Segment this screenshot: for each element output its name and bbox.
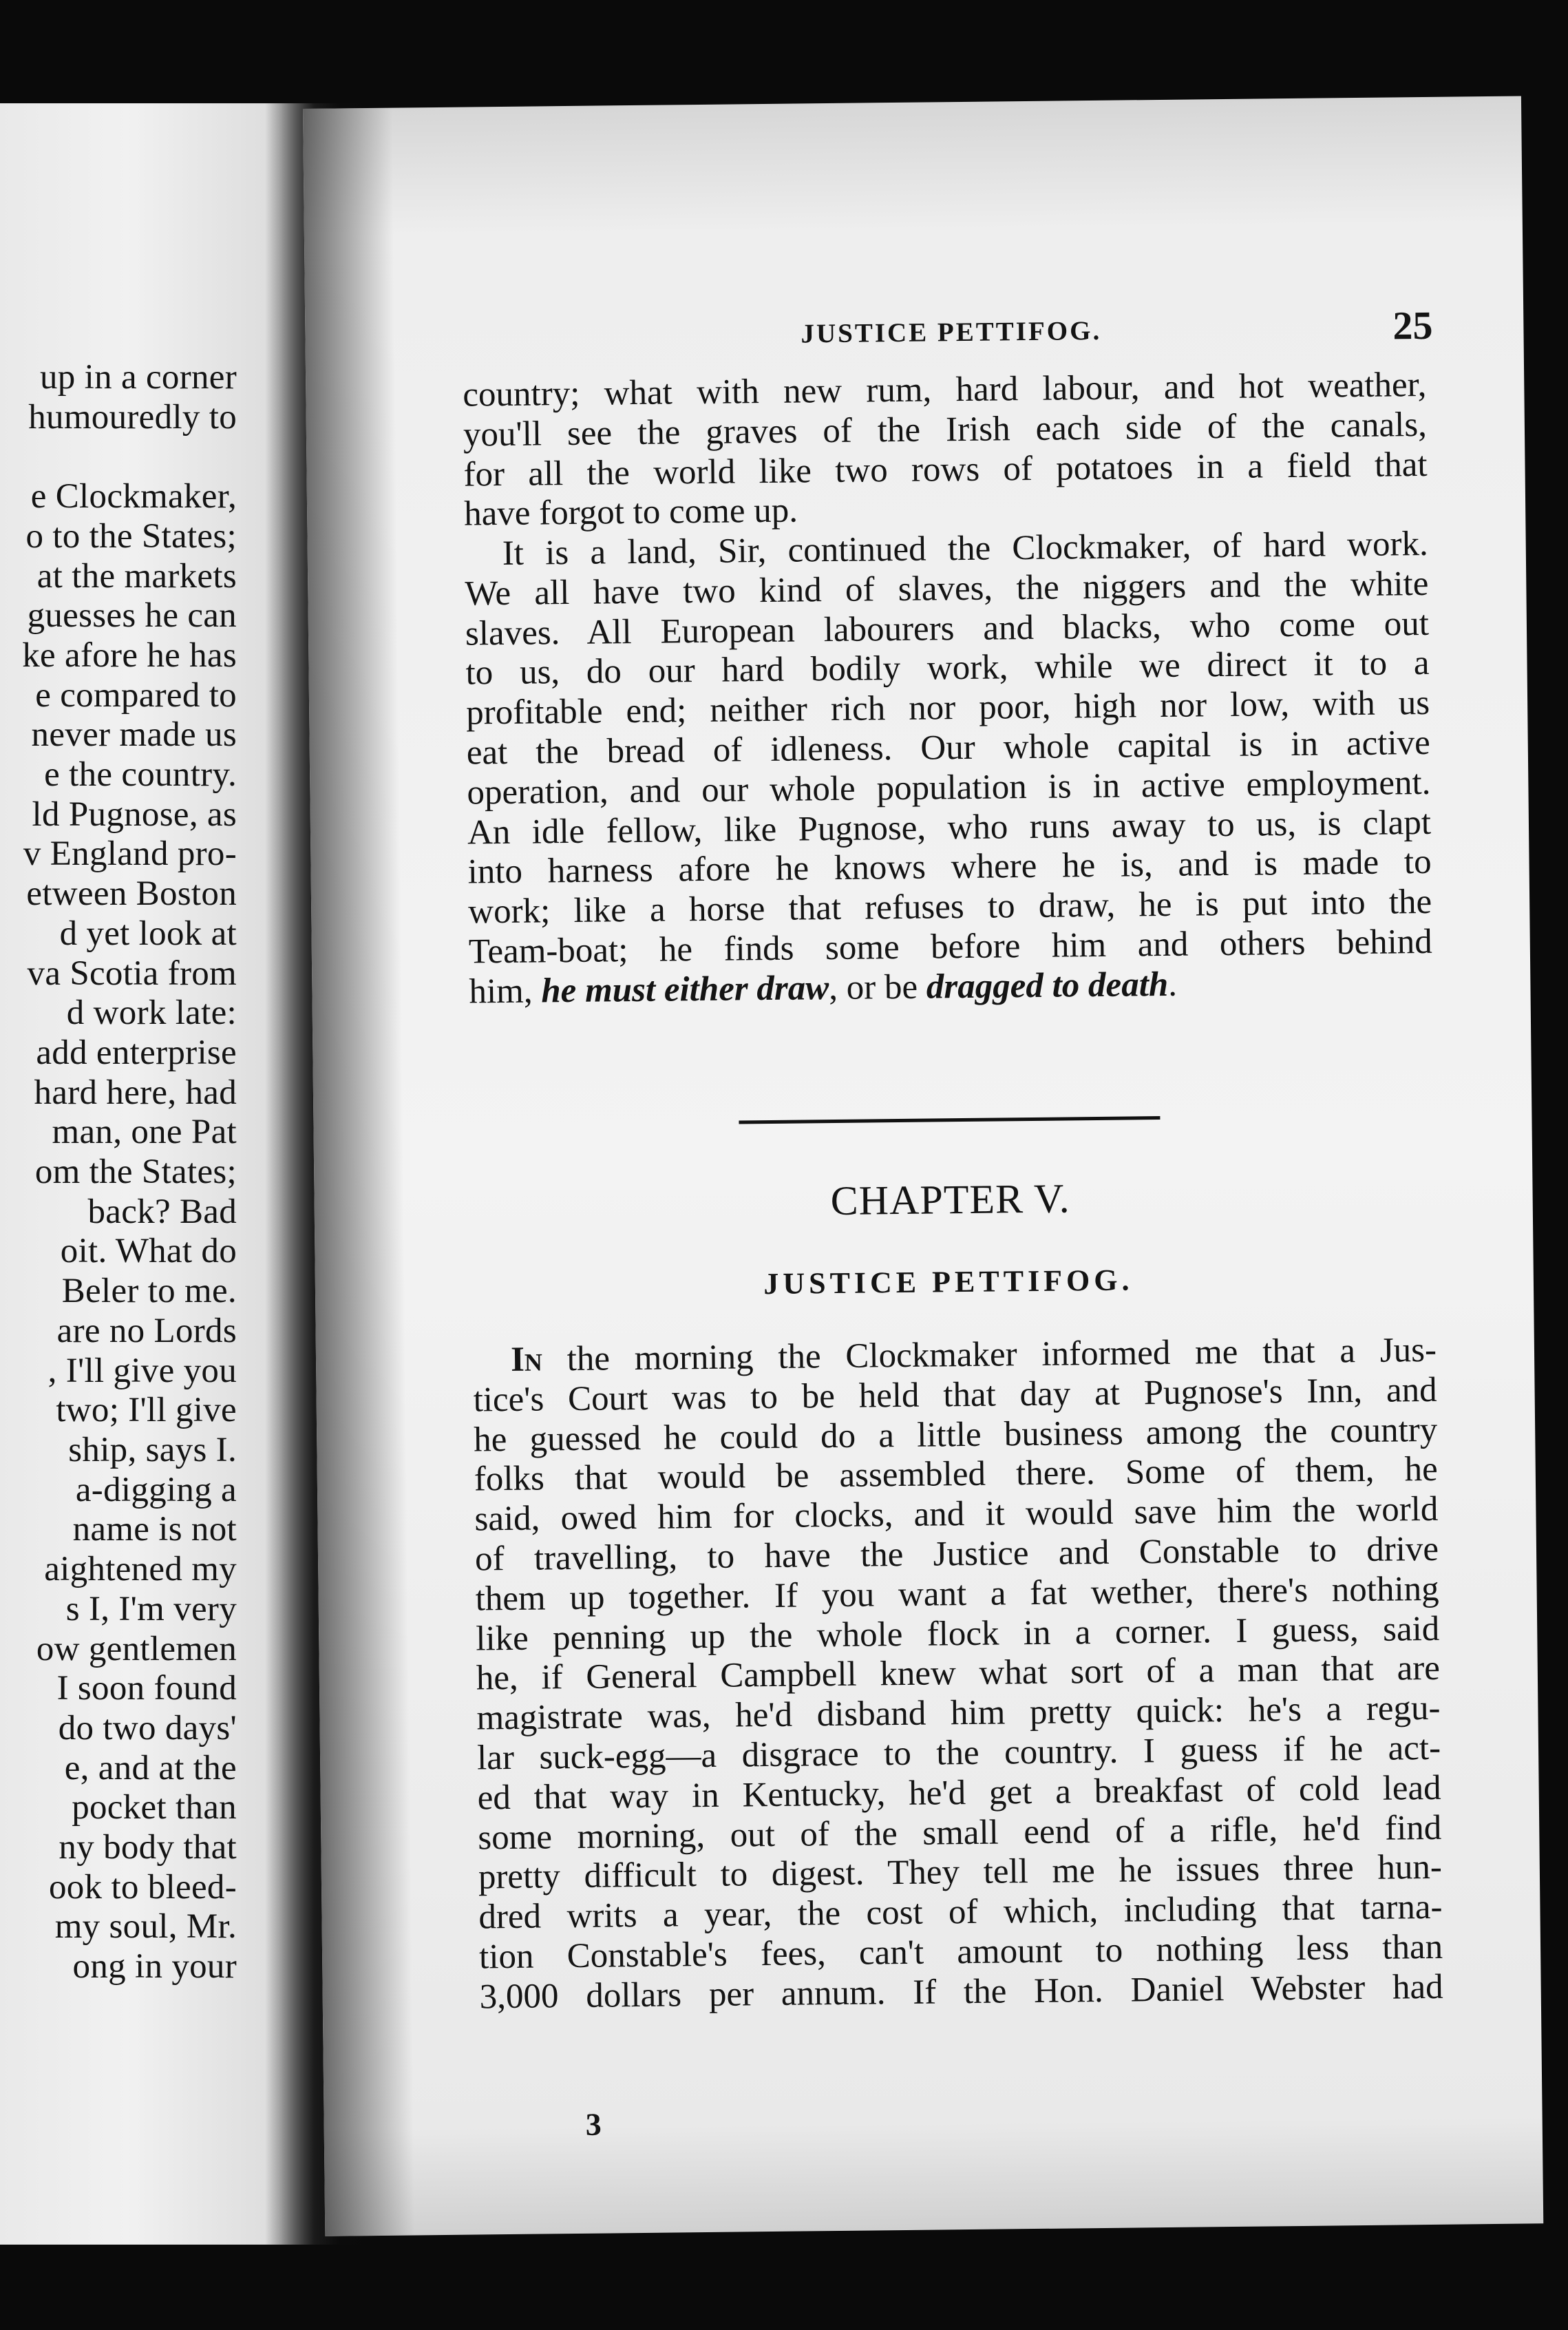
left-page-line: s I, I'm very — [65, 1589, 237, 1628]
text-line: ed that way in Kentucky, he'd get a breakfast of cold lead — [477, 1768, 1441, 1818]
text-line: Team-boat; he finds some before him and others behind — [468, 922, 1433, 972]
left-page-line: om the States; — [34, 1153, 237, 1192]
italic-phrase-draw: he must either draw — [540, 968, 829, 1011]
left-page-line: v England pro- — [23, 835, 237, 874]
text-line: We all have two kind of slaves, the niggers and the white — [465, 564, 1429, 613]
chapter-body — [473, 1331, 1443, 2017]
chapter-title: CHAPTER V. — [830, 1175, 1070, 1224]
left-page-line: aightened my — [44, 1550, 237, 1589]
text-line: magistrate was, he'd disband him pretty quick: he's a regu- — [476, 1688, 1441, 1738]
right-page — [303, 96, 1543, 2236]
left-page-line: at the markets — [36, 556, 237, 596]
left-page-line: do two days' — [58, 1708, 237, 1748]
text-line: like penning up the whole flock in a corner. I guess, said — [475, 1609, 1440, 1659]
left-page-line: ny body that — [59, 1828, 237, 1867]
text-line: of travelling, to have the Justice and Constable to drive — [474, 1529, 1439, 1579]
text-line: profitable end; neither rich nor poor, high nor low, with us — [465, 684, 1430, 733]
text-line: said, owed him for clocks, and it would save him the world — [474, 1490, 1439, 1539]
left-page-line: d yet look at — [59, 914, 237, 953]
left-page-line: e, and at the — [64, 1748, 237, 1787]
left-page-line: ld Pugnose, as — [32, 795, 237, 834]
chapter-first-line: In the morning the Clockmaker informed me that a Jus- — [510, 1330, 1437, 1379]
left-page-line: e Clockmaker, — [30, 477, 237, 516]
paragraph-hard-work — [464, 525, 1432, 1012]
left-page-line: guesses he can — [27, 596, 237, 636]
left-page-line: man, one Pat — [52, 1113, 237, 1152]
section-divider-rule — [739, 1116, 1160, 1124]
left-page-line: hard here, had — [34, 1073, 237, 1112]
left-page-line: ow gentlemen — [36, 1629, 237, 1668]
left-page-line: my soul, Mr. — [54, 1907, 237, 1946]
text-line: pretty difficult to digest. They tell me he issues three hun- — [478, 1848, 1443, 1897]
text-line: folks that would be assembled there. Some of them, he — [474, 1450, 1439, 1499]
paragraph-last-line: him, he must either draw, or be dragged to death. — [469, 965, 1178, 1011]
left-page-line: o to the States; — [25, 516, 237, 556]
text-line: for all the world like two rows of potatoes in a field that — [463, 445, 1428, 494]
left-page-line: e compared to — [35, 675, 237, 715]
left-page-line: oit. What do — [60, 1232, 237, 1271]
left-page-line: humouredly to — [28, 397, 237, 437]
chapter-dropcap: In — [510, 1340, 543, 1379]
text-line: he, if General Campbell knew what sort of a man that are — [476, 1649, 1441, 1698]
left-page-line: etween Boston — [26, 874, 237, 914]
text-line: lar suck-egg—a disgrace to the country. I guess if he act- — [476, 1728, 1441, 1778]
text-line: 3,000 dollars per annum. If the Hon. Daniel Webster had — [479, 1967, 1443, 2017]
left-page-line — [22, 437, 237, 477]
text-line: eat the bread of idleness. Our whole capital is in active — [466, 723, 1431, 773]
left-page-line: ook to bleed- — [49, 1867, 237, 1907]
text-line: he guessed he could do a little business among the country — [473, 1410, 1438, 1460]
page-number: 25 — [1392, 302, 1433, 348]
paragraph-continued — [463, 366, 1428, 535]
left-page-line: a-digging a — [75, 1470, 237, 1509]
left-page-line: I soon found — [56, 1669, 237, 1708]
left-page-line: never made us — [31, 715, 237, 755]
left-page-line: ke afore he has — [22, 636, 237, 675]
text-line: tion Constable's fees, can't amount to nothing less than — [478, 1927, 1443, 1977]
left-page-line: two; I'll give — [56, 1391, 237, 1430]
text-line: country; what with new rum, hard labour, and hot weather, — [463, 365, 1427, 414]
text-line: tice's Court was to be held that day at Pugnose's Inn, and — [473, 1370, 1437, 1420]
left-page-line: name is not — [72, 1510, 237, 1549]
left-page-line: pocket than — [72, 1788, 237, 1827]
text-line: to us, do our hard bodily work, while we direct it to a — [465, 644, 1430, 693]
text-line: slaves. All European labourers and blacks, who come out — [465, 604, 1430, 653]
text-line: operation, and our whole population is in active employment. — [467, 763, 1431, 812]
text-line: them up together. If you want a fat wether, there's nothing — [475, 1569, 1439, 1619]
chapter-subtitle: JUSTICE PETTIFOG. — [763, 1263, 1134, 1301]
left-page-line: va Scotia from — [27, 954, 237, 993]
text-line: into harness afore he knows where he is, and is made to — [467, 843, 1432, 892]
text-line: dred writs a year, the cost of which, including that tarna- — [478, 1887, 1443, 1937]
left-page-line: d work late: — [66, 994, 237, 1033]
left-page-line: , I'll give you — [47, 1351, 237, 1390]
printer-signature-mark: 3 — [585, 2106, 602, 2142]
text-line: have forgot to come up. — [463, 491, 798, 534]
left-page-line: ship, says I. — [68, 1430, 237, 1469]
text-line: It is a land, Sir, continued the Clockmaker, of hard work. — [502, 524, 1429, 573]
left-page-line: add enterprise — [36, 1033, 237, 1072]
left-page-line: up in a corner — [40, 358, 237, 397]
text-line: An idle fellow, like Pugnose, who runs away to us, is clapt — [467, 803, 1432, 852]
running-head: JUSTICE PETTIFOG. — [801, 315, 1102, 349]
left-page-line: are no Lords — [56, 1311, 237, 1350]
left-page-line: e the country. — [44, 755, 237, 795]
italic-phrase-dragged: dragged to death — [926, 965, 1169, 1007]
left-page-line: Beler to me. — [61, 1272, 237, 1311]
text-line: you'll see the graves of the Irish each side of the canals, — [463, 405, 1428, 454]
text-line: work; like a horse that refuses to draw, he is put into the — [467, 883, 1432, 932]
left-page-text — [22, 358, 237, 1987]
text-line: some morning, out of the small eend of a rifle, he'd find — [478, 1808, 1442, 1858]
left-page-line: ong in your — [72, 1947, 237, 1986]
left-page-line: back? Bad — [87, 1192, 237, 1231]
